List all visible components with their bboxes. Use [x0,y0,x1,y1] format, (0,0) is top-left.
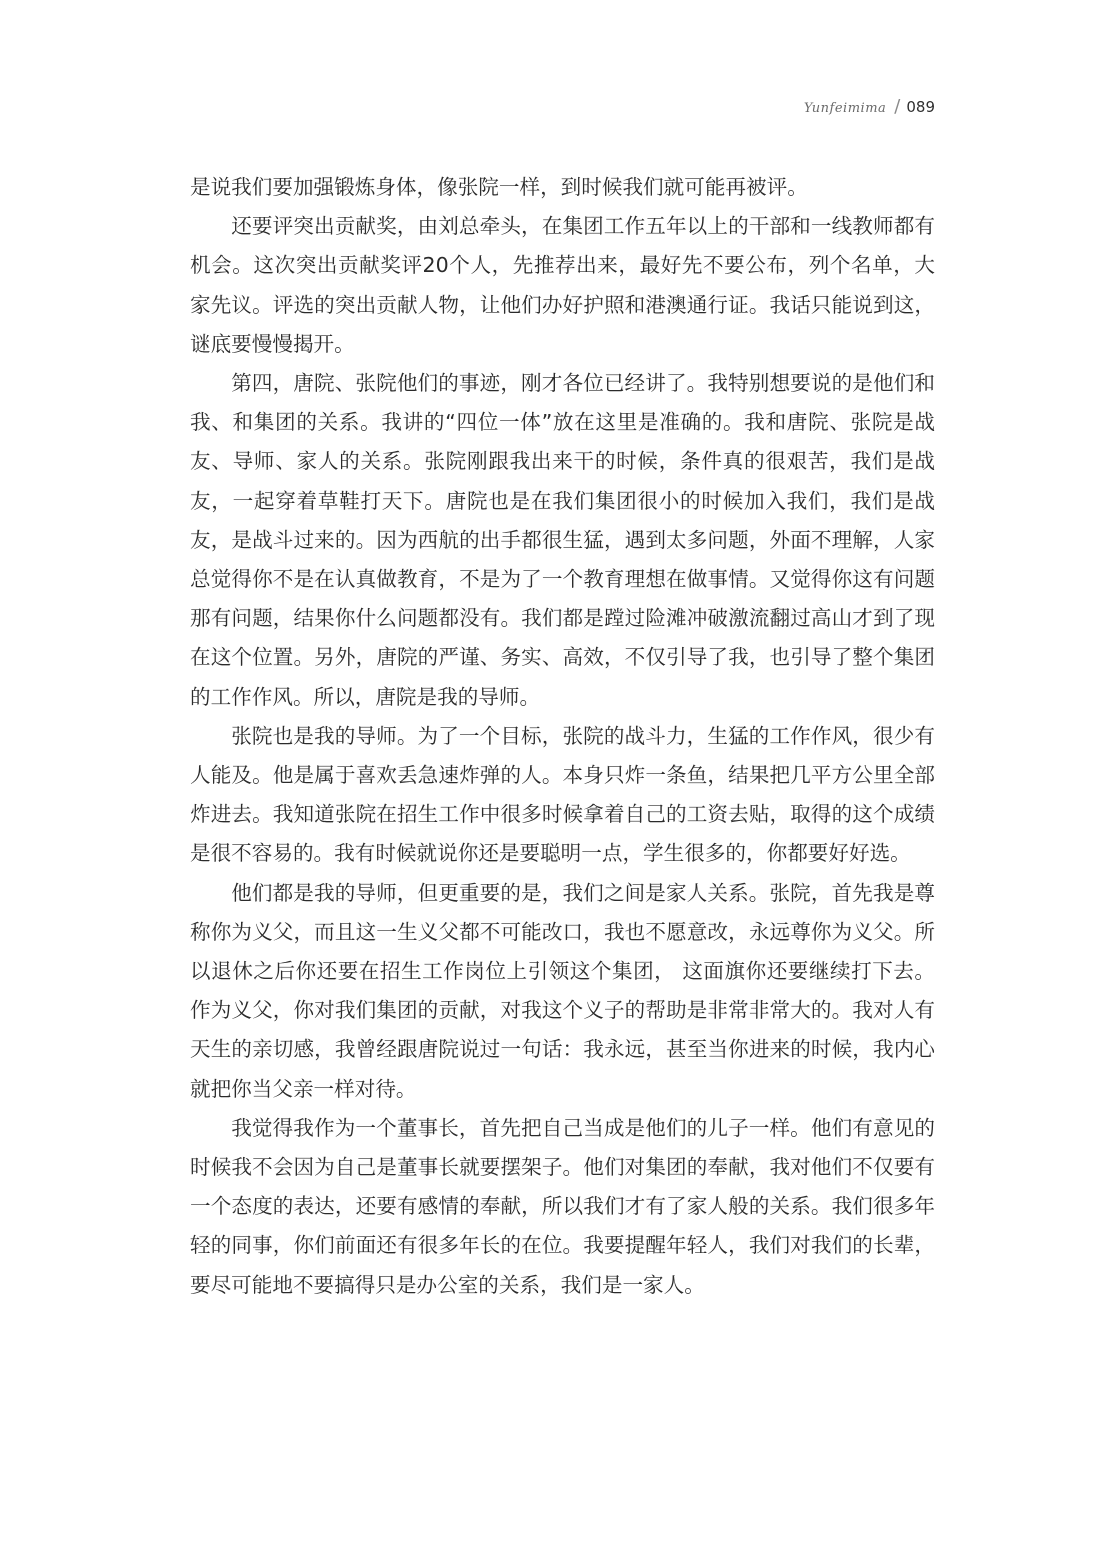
running-title: Yunfeimima [803,101,887,116]
paragraph: 还要评突出贡献奖，由刘总牵头，在集团工作五年以上的干部和一线教师都有机会。这次突出贡献奖评20个人，先推荐出来，最好先不要公布，列个名单，大家先议。评选的突出贡献人物，让他们办好护照和港澳通行证。我话只能说到这，谜底要慢慢揭开。 [190,214,935,356]
paragraph: 我觉得我作为一个董事长，首先把自己当成是他们的儿子一样。他们有意见的时候我不会因为自己是董事长就要摆架子。他们对集团的奉献，我对他们不仅要有一个态度的表达，还要有感情的奉献，所以我们才有了家人般的关系。我们很多年轻的同事，你们前面还有很多年长的在位。我要提醒年轻人，我们对我们的长辈，要尽可能地不要搞得只是办公室的关系，我们是一家人。 [190,1115,935,1297]
paragraph: 他们都是我的导师，但更重要的是，我们之间是家人关系。张院，首先我是尊称你为义父，而且这一生义父都不可能改口，我也不愿意改，永远尊你为义父。所以退休之后你还要在招生工作岗位上引领这个集团， 这面旗你还要继续打下去。作为义父，你对我们集团的贡献，对我这个义子的帮助是非常非常大的。我对人有天生的亲切感，我曾经跟唐院说过一句话：我永远，甚至当你进来的时候，我内心就把你当父亲一样对待。 [190,880,935,1101]
paragraph: 第四，唐院、张院他们的事迹，刚才各位已经讲了。我特别想要说的是他们和我、和集团的关系。我讲的“四位一体”放在这里是准确的。我和唐院、张院是战友、导师、家人的关系。张院刚跟我出来干的时候，条件真的很艰苦，我们是战友，一起穿着草鞋打天下。唐院也是在我们集团很小的时候加入我们，我们是战友，是战斗过来的。因为西航的出手都很生猛，遇到太多问题，外面不理解，人家总觉得你不是在认真做教育，不是为了一个教育理想在做事情。又觉得你这有问题那有问题，结果你什么问题都没有。我们都是蹚过险滩冲破激流翻过高山才到了现在这个位置。另外，唐院的严谨、务实、高效，不仅引导了我，也引导了整个集团的工作作风。所以，唐院是我的导师。 [190,371,935,709]
running-header [804,96,935,117]
paragraph-continued: 是说我们要加强锻炼身体，像张院一样，到时候我们就可能再被评。 [190,175,808,199]
header-separator: / [894,96,901,117]
page-number: 089 [906,98,935,116]
body-text [190,168,935,1305]
paragraph: 张院也是我的导师。为了一个目标，张院的战斗力，生猛的工作作风，很少有人能及。他是属于喜欢丢急速炸弹的人。本身只炸一条鱼，结果把几平方公里全部炸进去。我知道张院在招生工作中很多时候拿着自己的工资去贴，取得的这个成绩是很不容易的。我有时候就说你还是要聪明一点，学生很多的，你都要好好选。 [190,723,935,866]
